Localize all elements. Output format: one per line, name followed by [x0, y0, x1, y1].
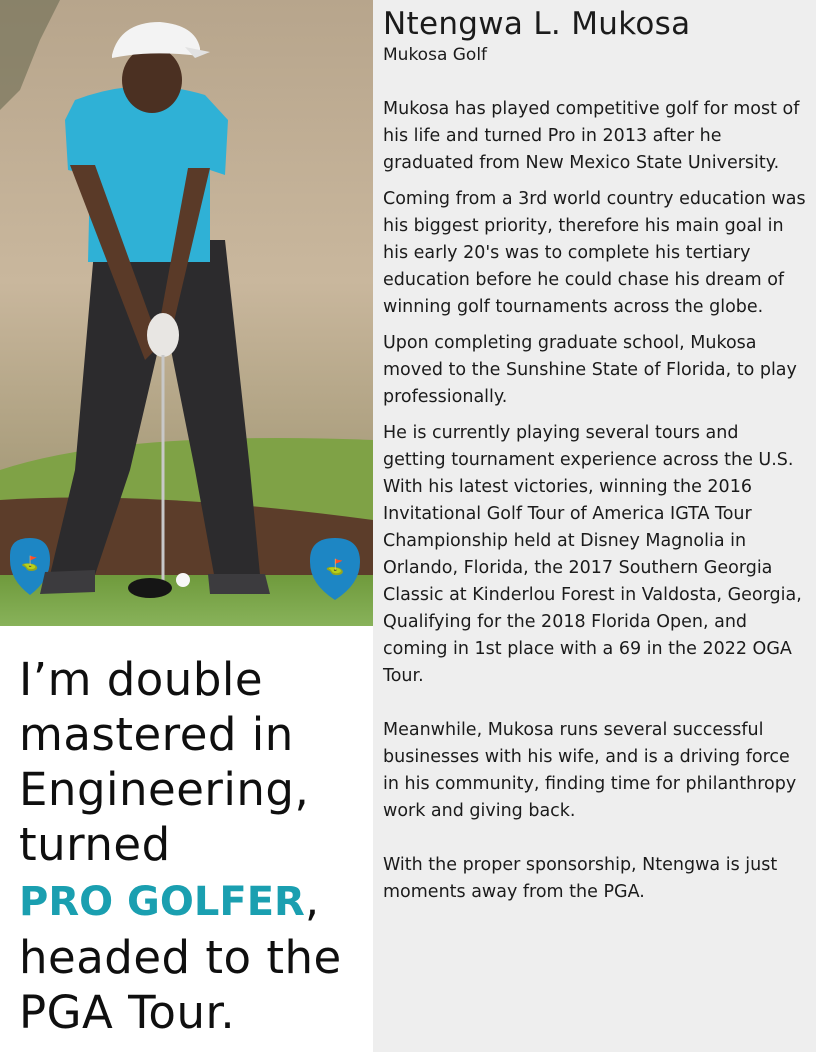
bio-paragraph-1: Mukosa has played competitive golf for most of his life and turned Pro in 2013 after he graduated from New Mexico State University.: [383, 99, 800, 173]
golfer-illustration: [0, 0, 373, 626]
quote-comma: ,: [304, 873, 320, 926]
svg-text:⛳: ⛳: [21, 556, 39, 572]
bio-paragraph-3: Upon completing graduate school, Mukosa moved to the Sunshine State of Florida, to play professionally.: [383, 333, 797, 407]
bio-paragraph-2: Coming from a 3rd world country education was his biggest priority, therefore his main goal in his early 20's was to complete his tertiary education before he could chase his dream of winning golf tournaments across the globe.: [383, 189, 806, 317]
quote-highlight: PRO GOLFER: [19, 879, 305, 925]
quote-text-part2: headed to the PGA Tour.: [19, 931, 342, 1039]
bio-panel: [373, 0, 816, 1052]
bio-paragraph-5: Meanwhile, Mukosa runs several successful businesses with his wife, and is a driving force in his community, finding time for philanthropy work and giving back.: [383, 720, 797, 821]
quote-block: [19, 652, 369, 1040]
company-name: Mukosa Golf: [383, 45, 488, 65]
bio-paragraph-4: He is currently playing several tours and getting tournament experience across the U.S. With his latest victories, winning the 2016 Invitational Golf Tour of America IGTA Tour Championship held at Disney Magnolia in Orlando, Florida, the 2017 Southern Georgia Classic at Kinderlou Forest in Valdosta, Georgia, Qualifying for the 2018 Florida Open, and coming in 1st place with a 69 in the 2022 OGA Tour.: [383, 423, 802, 686]
bio-paragraph-6: With the proper sponsorship, Ntengwa is just moments away from the PGA.: [383, 855, 778, 902]
profile-name: Ntengwa L. Mukosa: [383, 6, 691, 42]
golfer-photo: [0, 0, 373, 626]
quote-text-part1: I’m double mastered in Engineering, turned: [19, 653, 310, 871]
svg-text:⛳: ⛳: [325, 558, 345, 576]
